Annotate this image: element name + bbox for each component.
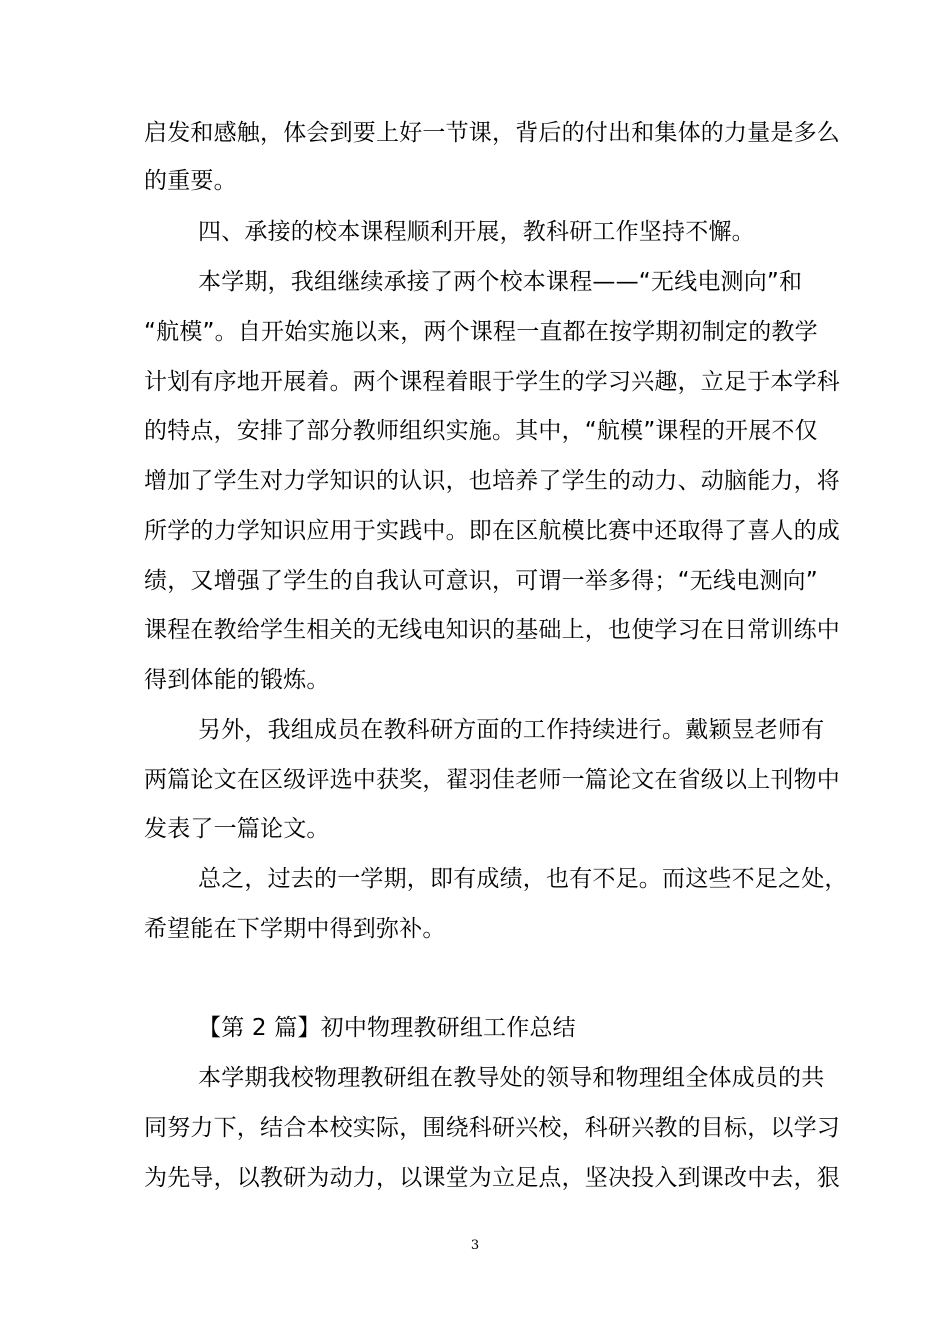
paragraph-line: “航模”。自开始实施以来，两个课程一直都在按学期初制定的教学 bbox=[144, 319, 818, 345]
paragraph-line: 计划有序地开展着。两个课程着眼于学生的学习兴趣，立足于本学科 bbox=[144, 369, 840, 395]
paragraph-line: 的特点，安排了部分教师组织实施。其中，“航模”课程的开展不仅 bbox=[144, 418, 818, 444]
paragraph-line: 得到体能的锻炼。 bbox=[144, 667, 330, 693]
paragraph-line: 另外，我组成员在教科研方面的工作持续进行。戴颖昱老师有 bbox=[198, 717, 825, 743]
paragraph-line: 同努力下，结合本校实际，围绕科研兴校，科研兴教的目标，以学习 bbox=[144, 1115, 840, 1141]
paragraph-line: 增加了学生对力学知识的认识，也培养了学生的动力、动脑能力，将 bbox=[144, 468, 840, 494]
paragraph-line: 两篇论文在区级评选中获奖，翟羽佳老师一篇论文在省级以上刊物中 bbox=[144, 767, 840, 793]
paragraph-line: 本学期我校物理教研组在教导处的领导和物理组全体成员的共 bbox=[198, 1065, 825, 1091]
paragraph-line: 为先导，以教研为动力，以课堂为立足点，坚决投入到课改中去，狠 bbox=[144, 1165, 840, 1191]
section-heading: 四、承接的校本课程顺利开展，教科研工作坚持不懈。 bbox=[198, 219, 755, 245]
page-number: 3 bbox=[470, 1238, 480, 1253]
paragraph-line: 所学的力学知识应用于实践中。即在区航模比赛中还取得了喜人的成 bbox=[144, 518, 840, 544]
paragraph-line: 本学期，我组继续承接了两个校本课程——“无线电测向”和 bbox=[198, 269, 803, 295]
paragraph-line: 希望能在下学期中得到弥补。 bbox=[144, 916, 446, 942]
paragraph-line: 课程在教给学生相关的无线电知识的基础上，也使学习在日常训练中 bbox=[144, 617, 840, 643]
paragraph-line: 的重要。 bbox=[144, 168, 237, 194]
paragraph-line: 总之，过去的一学期，即有成绩，也有不足。而这些不足之处， bbox=[198, 866, 848, 892]
paragraph-line: 启发和感触，体会到要上好一节课，背后的付出和集体的力量是多么 bbox=[144, 120, 840, 146]
article-title: 【第 2 篇】初中物理教研组工作总结 bbox=[198, 1015, 576, 1041]
paragraph-line: 发表了一篇论文。 bbox=[144, 816, 330, 842]
paragraph-line: 绩，又增强了学生的自我认可意识，可谓一举多得；“无线电测向” bbox=[144, 568, 818, 594]
